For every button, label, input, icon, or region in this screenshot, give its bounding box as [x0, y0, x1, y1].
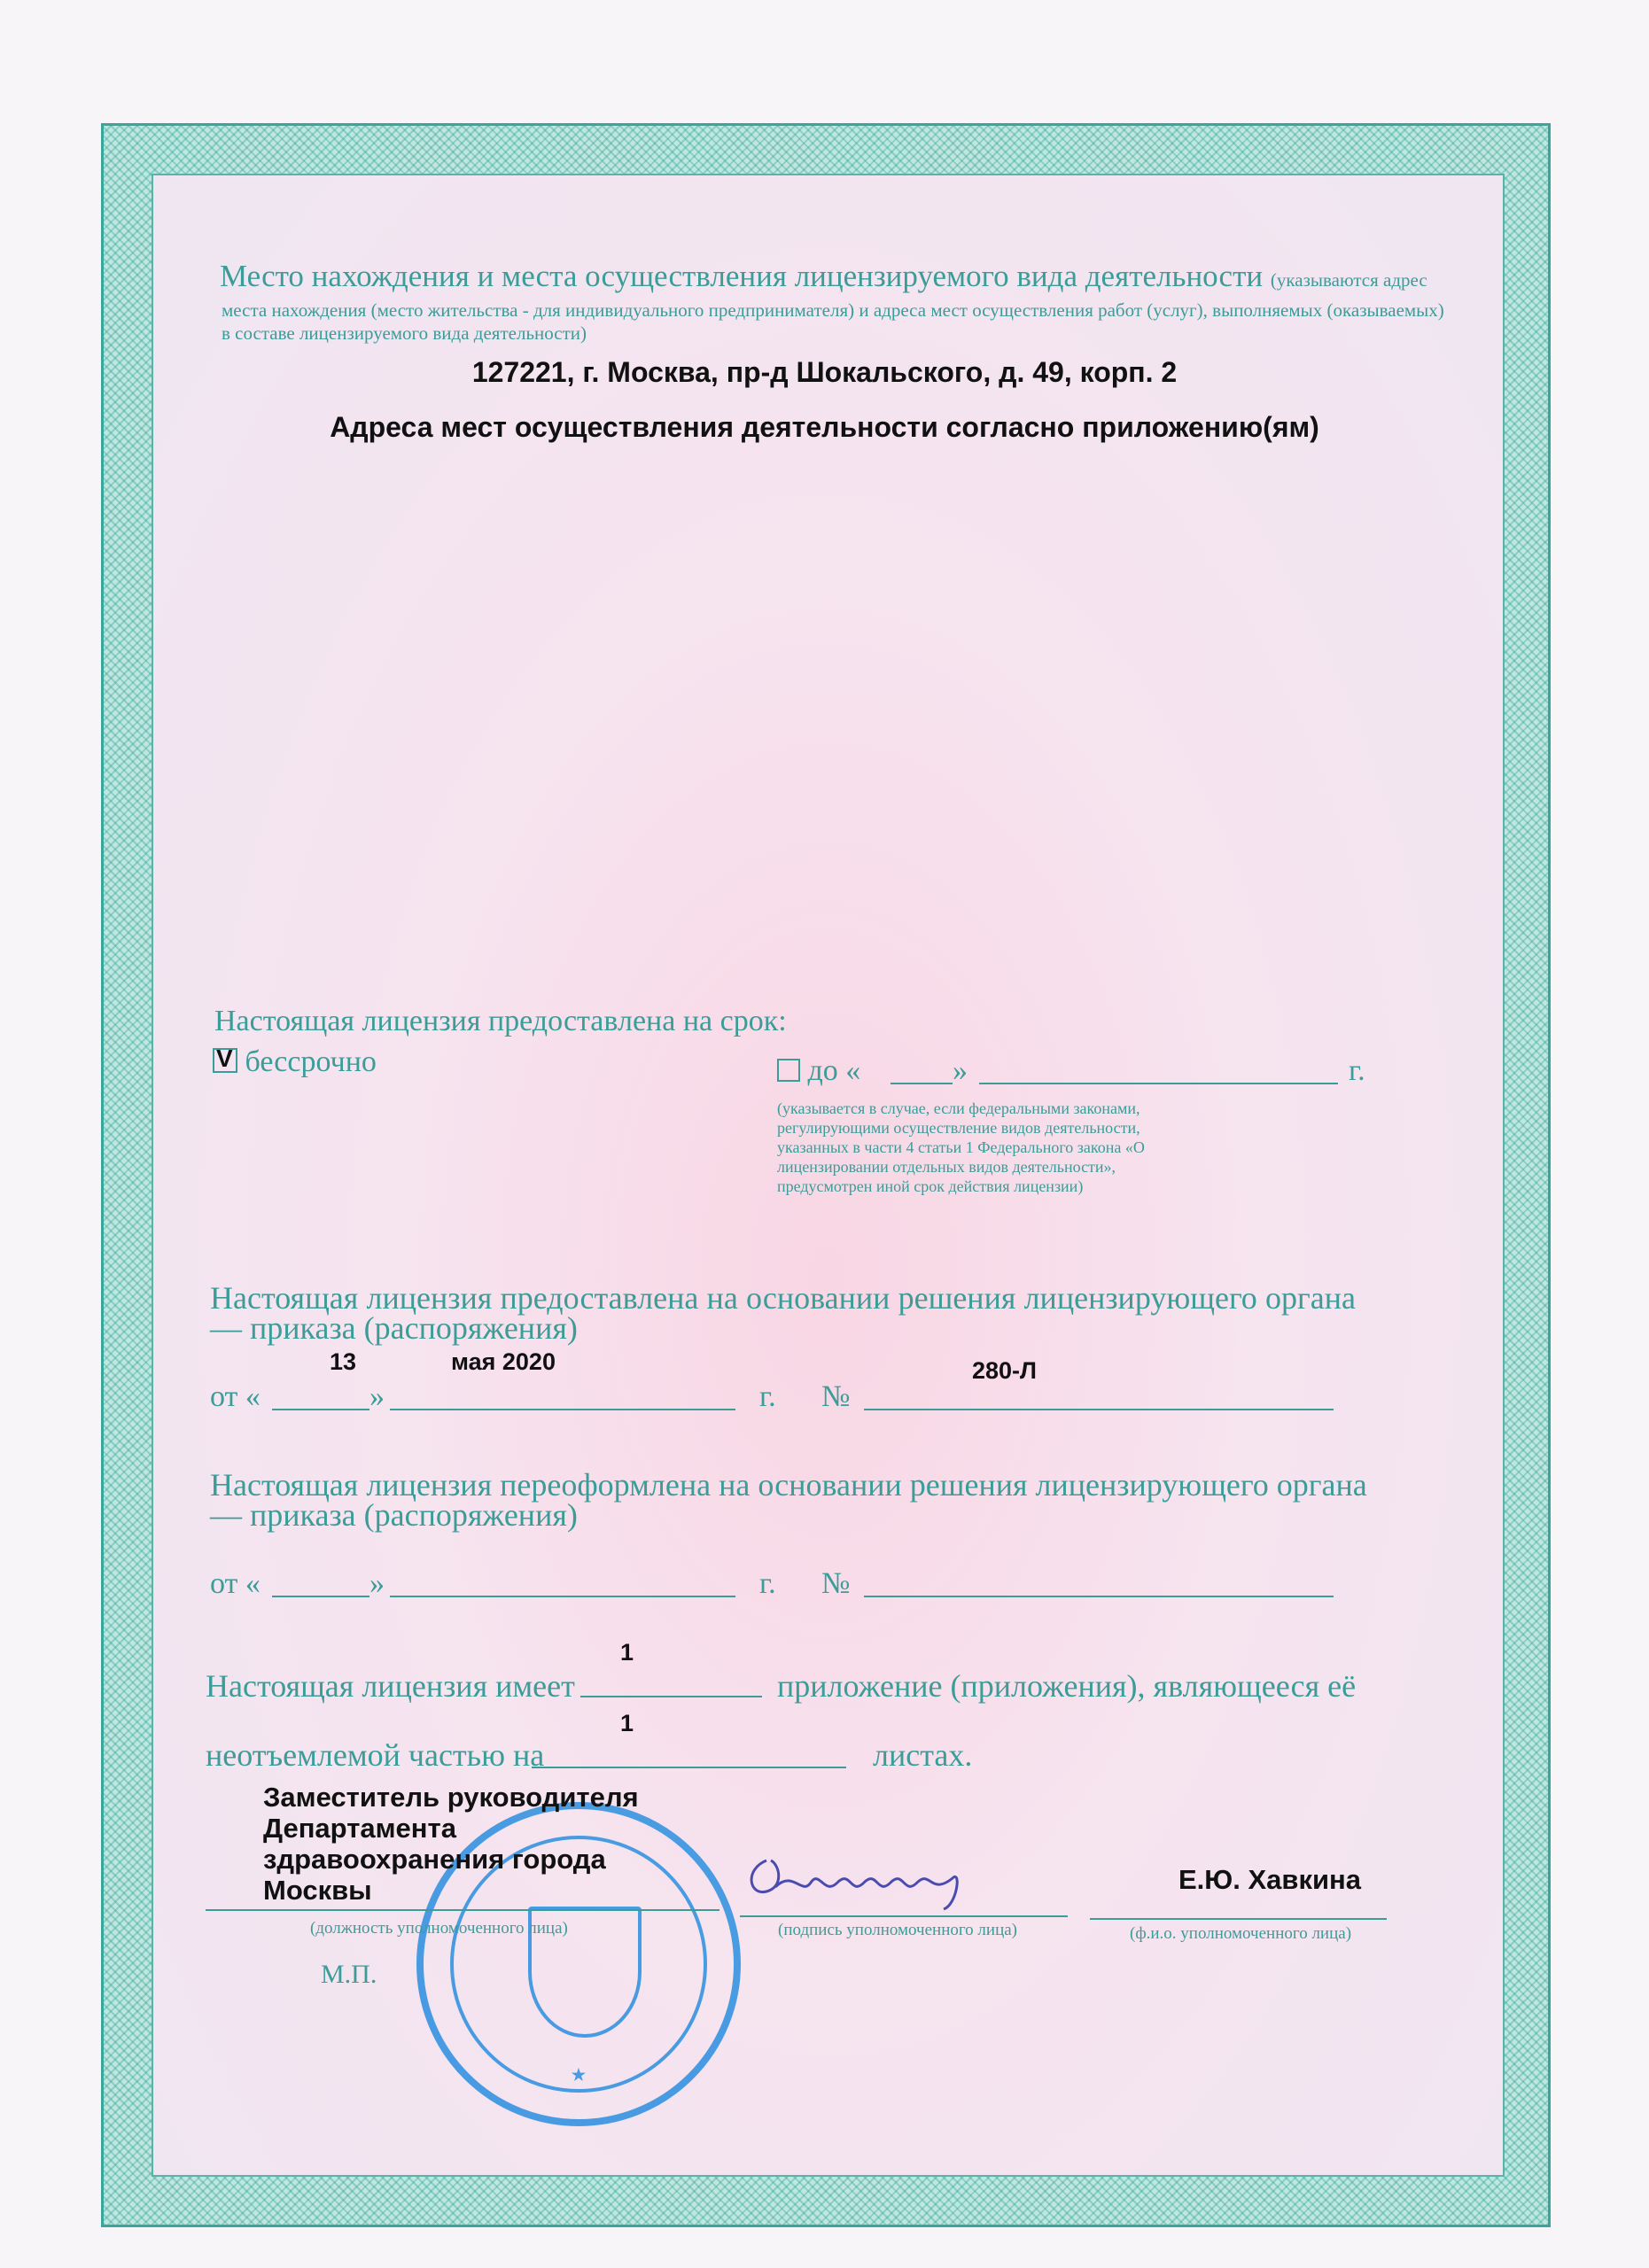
term-note: (указывается в случае, если федеральными законами, регулирующими осуществление видов деятельности, указанных в части 4 статьи 1 Федерального закона «О лицензировании отдельных видов деятельности», предусмотрен иной срок действия лицензии) — [777, 1099, 1145, 1195]
reissue-line1: Настоящая лицензия переоформлена на основании решения лицензирующего органа — [210, 1467, 1367, 1503]
reissue-year: г. — [759, 1567, 776, 1600]
basis-number-line — [864, 1409, 1334, 1410]
address-note: Адреса мест осуществления деятельности согласно приложению(ям) — [330, 411, 1319, 443]
caption-name: (ф.и.о. уполномоченного лица) — [1130, 1924, 1352, 1943]
basis-number-label: № — [821, 1380, 851, 1413]
appendix-suffix: приложение (приложения), являющееся её — [777, 1668, 1357, 1704]
appendix-sheets: 1 — [620, 1710, 634, 1736]
term-until: до « — [777, 1054, 860, 1088]
reissue-number-label: № — [821, 1567, 851, 1600]
basis-month-year: мая 2020 — [451, 1348, 556, 1375]
reissue-quote: » — [369, 1567, 385, 1600]
basis-quote: » — [369, 1380, 385, 1413]
basis-from: от « — [210, 1380, 261, 1413]
basis-line1: Настоящая лицензия предоставлена на основании решения лицензирующего органа — [210, 1280, 1356, 1316]
until-year: г. — [1349, 1054, 1365, 1087]
reissue-from: от « — [210, 1567, 261, 1600]
reissue-number-line — [864, 1596, 1334, 1597]
header-note-2: места нахождения (место жительства - для индивидуального предпринимателя) и адреса мест осуществления работ (услуг), выполняемых (оказываемых) — [222, 299, 1444, 321]
caption-position: (должность уполномоченного лица) — [310, 1919, 568, 1938]
header-title: Место нахождения и места осуществления лицензируемого вида деятельности (указываются адрес — [220, 259, 1427, 293]
term-unlimited: V бессрочно — [213, 1045, 377, 1079]
until-date-line — [979, 1083, 1338, 1084]
until-day-line — [891, 1083, 953, 1084]
signature-line — [740, 1915, 1068, 1917]
basis-day: 13 — [330, 1348, 357, 1375]
official-stamp: ★ — [416, 1802, 741, 2126]
appendix-count: 1 — [620, 1639, 634, 1666]
position-line — [206, 1909, 719, 1911]
address: 127221, г. Москва, пр-д Шокальского, д. 49, корп. 2 — [471, 356, 1178, 388]
reissue-line2: — приказа (распоряжения) — [210, 1497, 578, 1533]
signatory-position-1: Заместитель руководителя — [263, 1782, 639, 1813]
signatory-name: Е.Ю. Хавкина — [1178, 1864, 1361, 1895]
reissue-date-line — [390, 1596, 735, 1597]
unlimited-checkbox: V — [213, 1048, 237, 1073]
until-quote: » — [953, 1054, 968, 1087]
basis-day-line — [272, 1409, 369, 1410]
appendix-count-line — [580, 1696, 762, 1697]
reissue-day-line — [272, 1596, 369, 1597]
signatory-position-2: Департамента — [263, 1813, 456, 1844]
basis-line2: — приказа (распоряжения) — [210, 1310, 578, 1346]
term-label: Настоящая лицензия предоставлена на срок: — [214, 1005, 787, 1037]
name-line — [1090, 1918, 1387, 1920]
handwritten-signature — [740, 1843, 1094, 1914]
seal-label: М.П. — [321, 1960, 377, 1989]
signatory-position-3: здравоохранения города — [263, 1844, 606, 1875]
header-note-3: в составе лицензируемого вида деятельности) — [222, 322, 587, 344]
appendix-line2-prefix: неотъемлемой частью на — [206, 1737, 545, 1773]
appendix-prefix: Настоящая лицензия имеет — [206, 1668, 575, 1704]
until-checkbox — [777, 1059, 800, 1082]
basis-year: г. — [759, 1380, 776, 1413]
appendix-line2-suffix: листах. — [873, 1737, 973, 1773]
signatory-position-4: Москвы — [263, 1875, 372, 1906]
caption-signature: (подпись уполномоченного лица) — [778, 1921, 1018, 1939]
basis-date-line — [390, 1409, 735, 1410]
appendix-sheets-line — [532, 1767, 846, 1768]
basis-number: 280-Л — [972, 1357, 1037, 1384]
